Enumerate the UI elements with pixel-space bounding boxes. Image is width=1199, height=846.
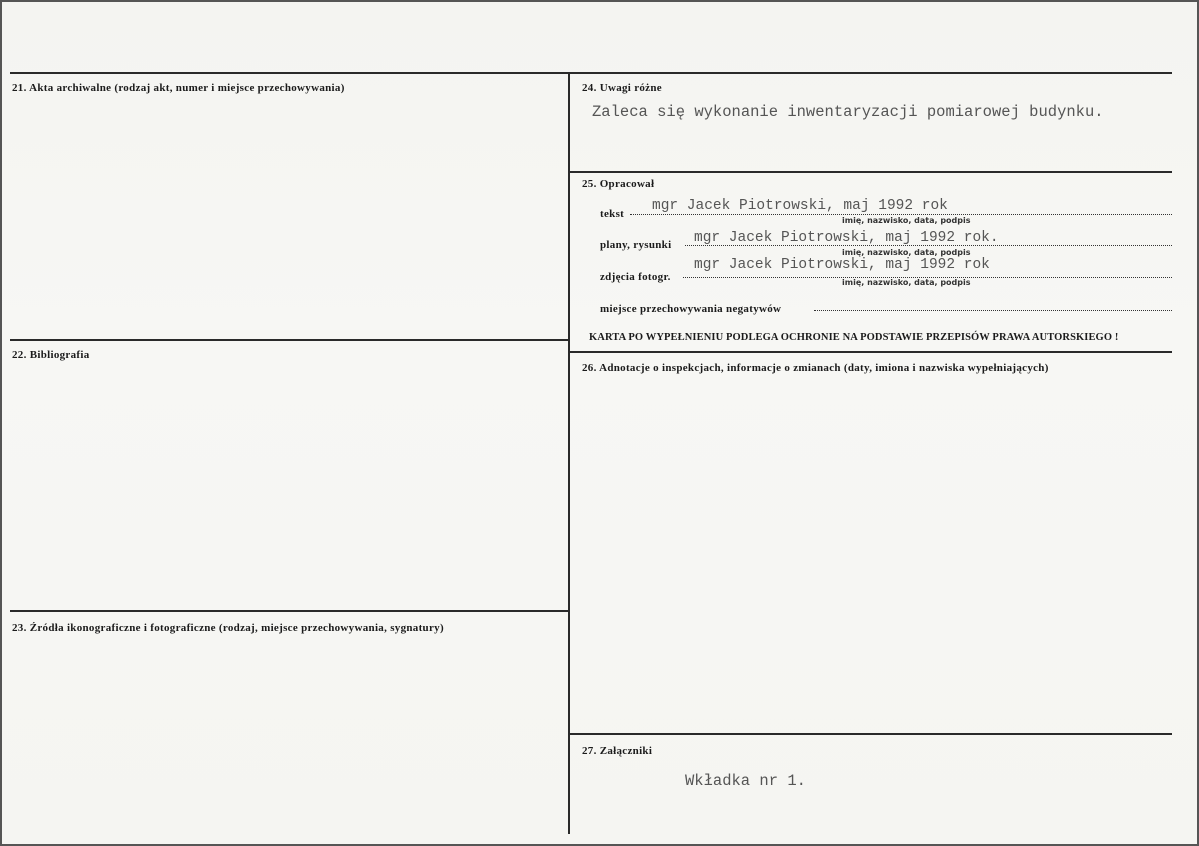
tekst-hint: imię, nazwisko, data, podpis [842,216,971,225]
section-27-attachment: Wkładka nr 1. [685,772,806,790]
zdjecia-value: mgr Jacek Piotrowski, maj 1992 rok [694,257,990,273]
section-27-label: 27. Załączniki [582,745,653,757]
plany-value: mgr Jacek Piotrowski, maj 1992 rok. [694,230,999,246]
section-21-label: 21. Akta archiwalne (rodzaj akt, numer i miejsce przechowywania) [12,82,345,94]
rule-22-23 [10,610,568,612]
section-24-label: 24. Uwagi różne [582,82,662,94]
copyright-notice: KARTA PO WYPEŁNIENIU PODLEGA OCHRONIE NA PODSTAWIE PRZEPISÓW PRAWA AUTORSKIEGO ! [589,332,1119,343]
negatywy-label: miejsce przechowywania negatywów [600,303,782,315]
rule-25-26 [568,351,1172,353]
tekst-value: mgr Jacek Piotrowski, maj 1992 rok [652,198,948,214]
tekst-dotted-line [630,214,1172,215]
negatywy-dotted-line [814,310,1172,311]
section-25-label: 25. Opracował [582,178,655,190]
section-24-remark: Zaleca się wykonanie inwentaryzacji pomiarowej budynku. [592,103,1104,121]
zdjecia-hint: imię, nazwisko, data, podpis [842,278,971,287]
rule-26-27 [568,733,1172,735]
tekst-label: tekst [600,208,625,220]
section-26-label: 26. Adnotacje o inspekcjach, informacje o zmianach (daty, imiona i nazwiska wypełniających) [582,362,1049,374]
top-rule [10,72,1172,74]
rule-24-25 [568,171,1172,173]
rule-21-22 [10,339,568,341]
section-23-label: 23. Źródła ikonograficzne i fotograficzne (rodzaj, miejsce przechowywania, sygnatury) [12,622,444,634]
plany-label: plany, rysunki [600,239,672,251]
center-divider [568,72,570,834]
plany-hint: imię, nazwisko, data, podpis [842,248,971,257]
section-22-label: 22. Bibliografia [12,349,90,361]
zdjecia-label: zdjęcia fotogr. [600,271,671,283]
